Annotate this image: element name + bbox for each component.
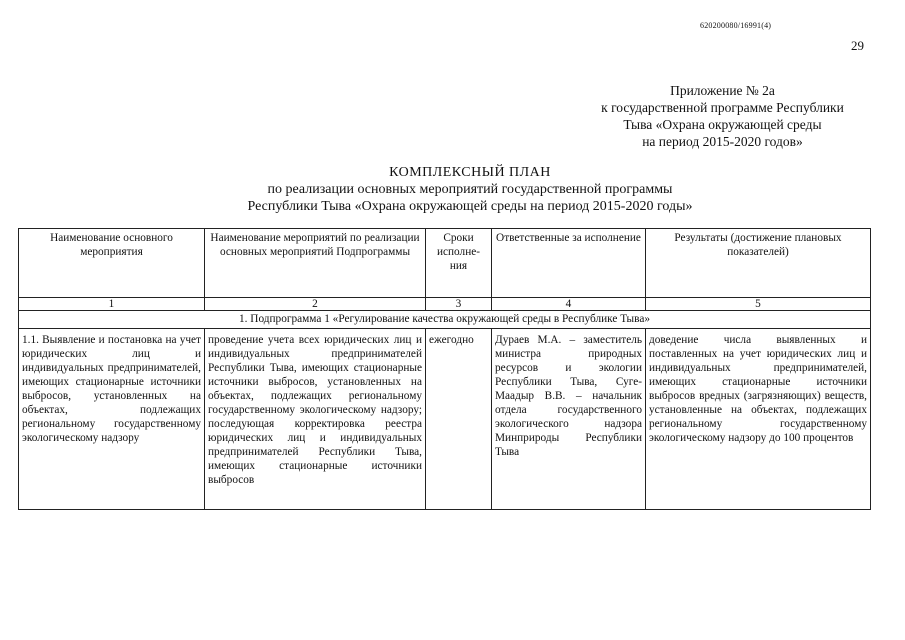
document-id: 620200080/16991(4): [700, 21, 772, 30]
table-row: [19, 329, 871, 510]
column-number: 1: [19, 298, 205, 311]
column-header: Результаты (достижение плановых показателей): [646, 229, 871, 298]
appendix-line: на период 2015-2020 годов»: [642, 134, 803, 149]
appendix-line: Тыва «Охрана окружающей среды: [623, 117, 822, 132]
appendix-note: [560, 82, 885, 150]
activity-cell: 1.1. Выявление и постановка на учет юридических лиц и индивидуальных предпринимателей, имеющих стационарные источники выбросов, установленных на объектах, подлежащих региональному государственному экологическому надзору: [19, 329, 205, 510]
responsible-cell: Дураев М.А. – заместитель министра природных ресурсов и экологии Республики Тыва, Суге-Маадыр В.В. – начальник отдела государственного экологического надзора Минприроды Республики Тыва: [492, 329, 646, 510]
plan-table: [18, 228, 871, 510]
plan-title-line: Республики Тыва «Охрана окружающей среды на период 2015-2020 годы»: [247, 199, 693, 214]
subprogram-row: [19, 311, 871, 329]
column-header: Сроки исполне-ния: [426, 229, 492, 298]
plan-title: [200, 164, 740, 215]
plan-title-main: КОМПЛЕКСНЫЙ ПЛАН: [389, 165, 551, 180]
column-number: 5: [646, 298, 871, 311]
deadline-cell: ежегодно: [426, 329, 492, 510]
column-number: 2: [205, 298, 426, 311]
column-number: 3: [426, 298, 492, 311]
appendix-line: к государственной программе Республики: [601, 100, 844, 115]
column-number: 4: [492, 298, 646, 311]
subprogram-title: 1. Подпрограмма 1 «Регулирование качества окружающей среды в Республике Тыва»: [19, 311, 871, 329]
measures-cell: проведение учета всех юридических лиц и индивидуальных предпринимателей Республики Тыва, имеющих стационарные источники выбросов, установленных на объектах, подлежащих региональному государственному экологическому надзору; последующая корректировка реестра юридических лиц и индивидуальных предпринимателей Республики Тыва, имеющих стационарные источники выбросов: [205, 329, 426, 510]
column-header: Наименование основного мероприятия: [19, 229, 205, 298]
column-number-row: [19, 298, 871, 311]
page-number: 29: [851, 38, 864, 53]
table-header-row: [19, 229, 871, 298]
results-cell: доведение числа выявленных и поставленных на учет юридических лиц и индивидуальных предпринимателей, имеющих стационарные источники выбросов вредных (загрязняющих) веществ, установленные на объектах, подлежащих региональному государственному экологическому надзору до 100 процентов: [646, 329, 871, 510]
column-header: Наименование мероприятий по реализации основных мероприятий Подпрограммы: [205, 229, 426, 298]
appendix-line: Приложение № 2а: [670, 83, 775, 98]
column-header: Ответственные за исполнение: [492, 229, 646, 298]
plan-title-line: по реализации основных мероприятий государственной программы: [267, 182, 673, 197]
